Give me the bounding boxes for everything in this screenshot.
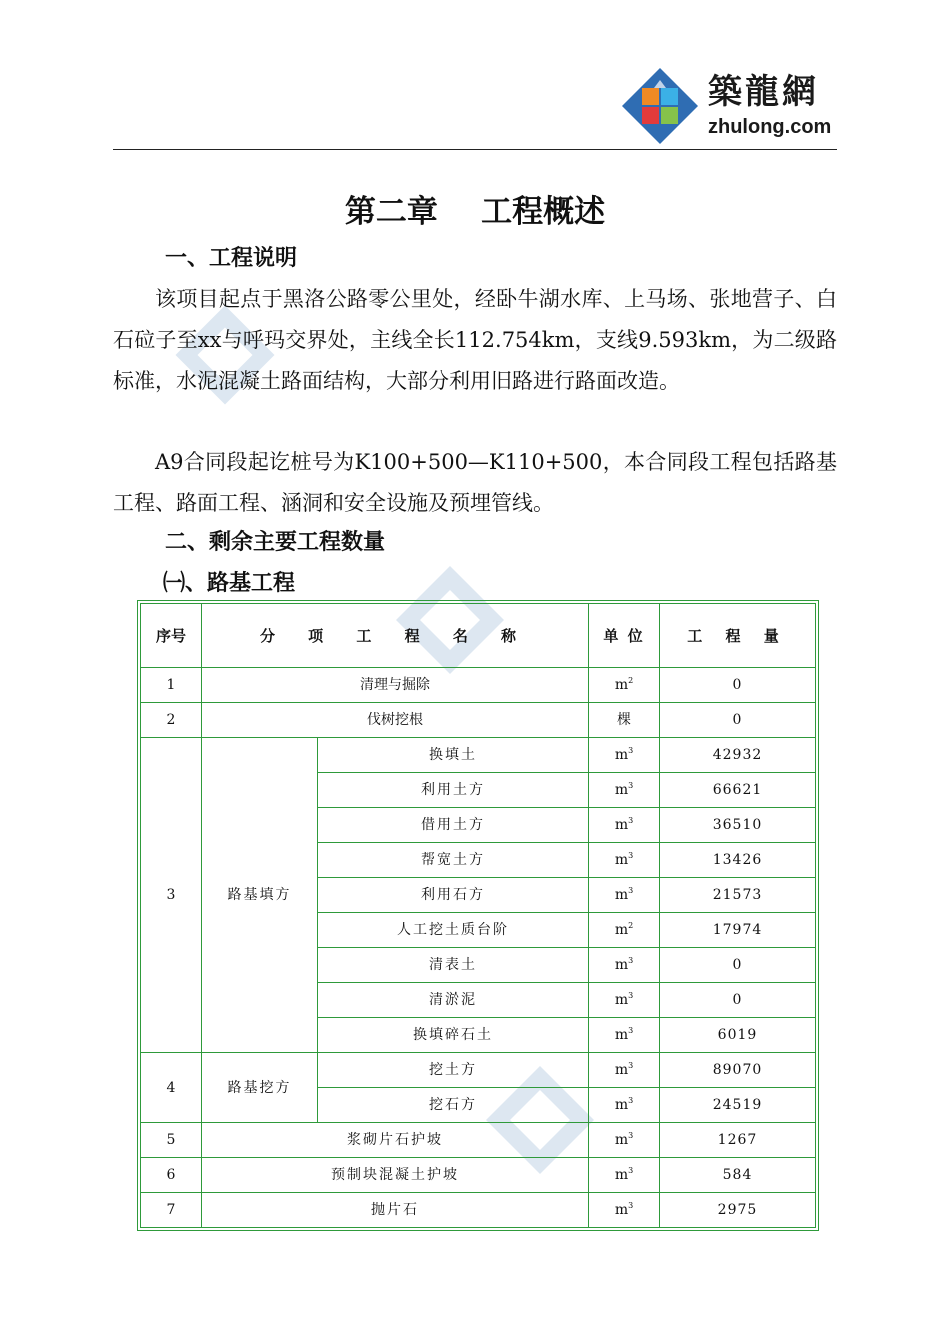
- row-name: 挖土方: [318, 1053, 589, 1088]
- row-unit: $m^3$: [589, 1018, 660, 1053]
- row-name: 挖石方: [318, 1088, 589, 1123]
- row-unit: $m^3$: [589, 773, 660, 808]
- row-qty: 13426: [660, 843, 816, 878]
- row-name: 人工挖土质台阶: [318, 913, 589, 948]
- chapter-title: 第二章 工程概述: [344, 194, 606, 230]
- row-unit: $m^3$: [589, 843, 660, 878]
- row-name: 预制块混凝土护坡: [202, 1158, 589, 1193]
- row-qty: 42932: [660, 738, 816, 773]
- header-rule: [113, 149, 837, 150]
- header-name: 分 项 工 程 名 称: [202, 604, 589, 668]
- row-qty: 1267: [660, 1123, 816, 1158]
- row-name: 帮宽土方: [318, 843, 589, 878]
- subsection-heading-subgrade: ㈠、路基工程: [163, 570, 296, 596]
- table-row: [141, 1158, 816, 1193]
- table-row: [141, 1123, 816, 1158]
- header-unit: 单 位: [589, 604, 660, 668]
- row-qty: 0: [660, 948, 816, 983]
- quantity-table: [137, 600, 819, 1231]
- row-qty: 66621: [660, 773, 816, 808]
- row-qty: 17974: [660, 913, 816, 948]
- row-qty: 0: [660, 668, 816, 703]
- row-no: 1: [141, 668, 202, 703]
- row-name: 抛片石: [202, 1193, 589, 1228]
- header-qty: 工 程 量: [660, 604, 816, 668]
- row-qty: 0: [660, 983, 816, 1018]
- table-row: [141, 738, 816, 773]
- row-name: 清表土: [318, 948, 589, 983]
- row-unit: $m^3$: [589, 1158, 660, 1193]
- row-qty: 2975: [660, 1193, 816, 1228]
- row-no: 6: [141, 1158, 202, 1193]
- row-name: 换填碎石土: [318, 1018, 589, 1053]
- row-unit: $m^2$: [589, 668, 660, 703]
- section-heading-description: 一、工程说明: [165, 245, 298, 271]
- table-row: [141, 668, 816, 703]
- row-no: 3: [141, 738, 202, 1053]
- row-unit: $m^3$: [589, 878, 660, 913]
- row-no: 5: [141, 1123, 202, 1158]
- row-qty: 0: [660, 703, 816, 738]
- row-unit: $m^3$: [589, 1088, 660, 1123]
- row-name: 浆砌片石护坡: [202, 1123, 589, 1158]
- logo-domain-text: zhulong.com: [708, 116, 832, 138]
- zhulong-logo: [618, 64, 836, 146]
- row-unit: $m^2$: [589, 913, 660, 948]
- logo-chinese-text: 築龍網: [708, 72, 819, 112]
- row-qty: 21573: [660, 878, 816, 913]
- contract-section-paragraph: A9合同段起讫桩号为K100+500—K110+500，本合同段工程包括路基工程、路面工程、涵洞和安全设施及预埋管线。: [113, 450, 837, 515]
- row-no: 4: [141, 1053, 202, 1123]
- header-no: 序号: [141, 604, 202, 668]
- row-name: 借用土方: [318, 808, 589, 843]
- row-name: 清淤泥: [318, 983, 589, 1018]
- row-name: 伐树挖根: [202, 703, 589, 738]
- row-no: 7: [141, 1193, 202, 1228]
- table-row: [141, 1193, 816, 1228]
- row-unit: $m^3$: [589, 948, 660, 983]
- table-row: [141, 1053, 816, 1088]
- row-unit: 棵: [589, 703, 660, 738]
- table-header-row: [141, 604, 816, 668]
- row-unit: $m^3$: [589, 983, 660, 1018]
- row-unit: $m^3$: [589, 1193, 660, 1228]
- row-no: 2: [141, 703, 202, 738]
- row-name: 利用石方: [318, 878, 589, 913]
- zhulong-logo-icon: [620, 66, 700, 146]
- row-name: 利用土方: [318, 773, 589, 808]
- project-description-paragraph: 该项目起点于黑洛公路零公里处，经卧牛湖水库、上马场、张地营子、白石砬子至xx与呼玛交界处，主线全长112.754km，支线9.593km，为二级路标准，水泥混凝土路面结构，大部分利用旧路进行路面改造。: [113, 287, 837, 393]
- row-qty: 89070: [660, 1053, 816, 1088]
- table-row: [141, 703, 816, 738]
- row-unit: $m^3$: [589, 1123, 660, 1158]
- section-heading-quantities: 二、剩余主要工程数量: [165, 529, 386, 555]
- row-name: 换填土: [318, 738, 589, 773]
- row-group: 路基填方: [202, 738, 318, 1053]
- row-unit: $m^3$: [589, 1053, 660, 1088]
- row-unit: $m^3$: [589, 738, 660, 773]
- row-name: 清理与掘除: [202, 668, 589, 703]
- row-group: 路基挖方: [202, 1053, 318, 1123]
- row-qty: 6019: [660, 1018, 816, 1053]
- row-qty: 584: [660, 1158, 816, 1193]
- row-qty: 36510: [660, 808, 816, 843]
- row-unit: $m^3$: [589, 808, 660, 843]
- row-qty: 24519: [660, 1088, 816, 1123]
